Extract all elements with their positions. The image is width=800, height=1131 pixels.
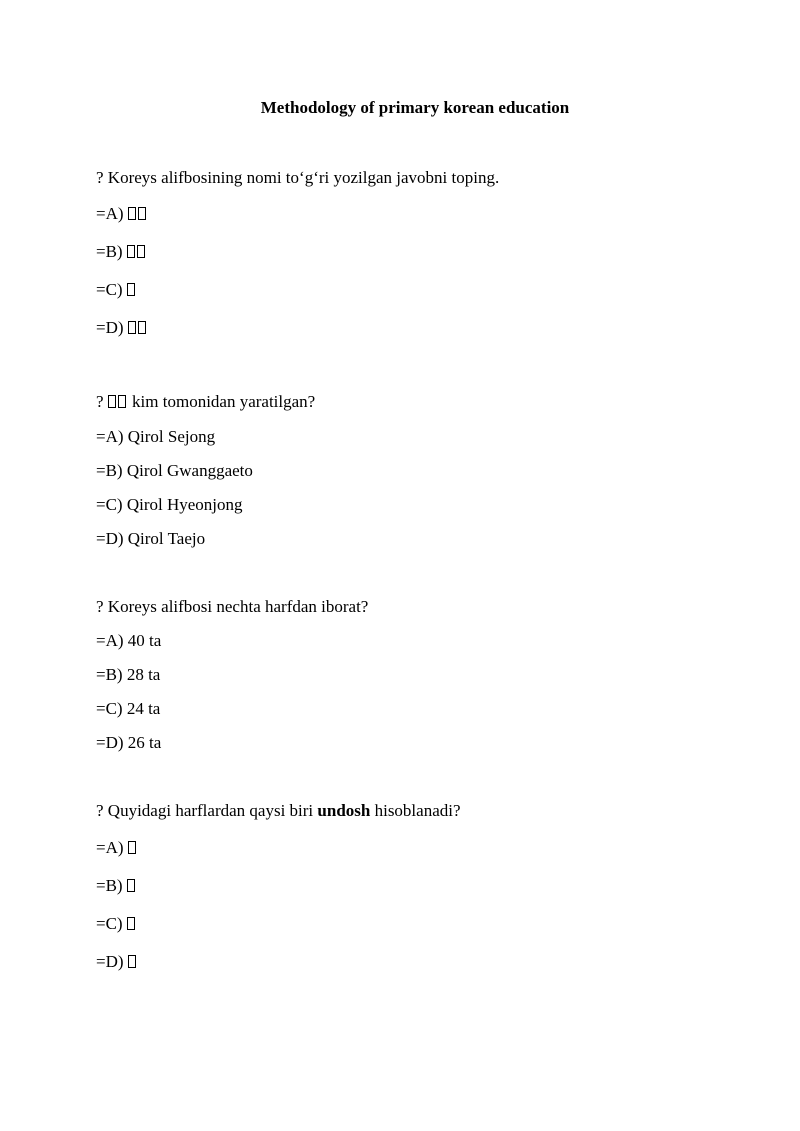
option-label: =C) bbox=[96, 280, 123, 299]
missing-glyph-icon bbox=[128, 321, 136, 334]
missing-glyph-icon bbox=[127, 283, 135, 296]
question-1-option-d bbox=[96, 316, 148, 340]
question-4-option-b bbox=[96, 874, 137, 898]
question-4-option-d bbox=[96, 950, 138, 974]
question-3-option-a: =A) 40 ta bbox=[96, 631, 162, 650]
missing-glyph-icon bbox=[127, 879, 135, 892]
prompt-text: kim tomonidan yaratilgan? bbox=[132, 392, 316, 411]
prompt-text-before: ? Quyidagi harflardan qaysi biri bbox=[96, 801, 318, 820]
option-label: =A) bbox=[96, 838, 124, 857]
question-3-prompt: ? Koreys alifbosi nechta harfdan iborat? bbox=[96, 597, 369, 616]
prompt-text-after: hisoblanadi? bbox=[370, 801, 461, 820]
question-4-prompt bbox=[96, 799, 461, 823]
question-1-prompt: ? Koreys alifbosining nomi to‘g‘ri yozilgan javobni toping. bbox=[96, 168, 500, 187]
option-label: =B) bbox=[96, 242, 123, 261]
question-2-option-b: =B) Qirol Gwanggaeto bbox=[96, 461, 253, 480]
question-2-option-c: =C) Qirol Hyeonjong bbox=[96, 495, 243, 514]
option-label: =D) bbox=[96, 952, 124, 971]
missing-glyph-icon bbox=[118, 395, 126, 408]
question-3-option-d: =D) 26 ta bbox=[96, 733, 162, 752]
prompt-emphasis: undosh bbox=[317, 801, 371, 820]
question-1-option-c bbox=[96, 278, 137, 302]
missing-glyph-icon bbox=[138, 207, 146, 220]
question-mark: ? bbox=[96, 392, 104, 411]
option-label: =D) bbox=[96, 318, 124, 337]
question-2-option-d: =D) Qirol Taejo bbox=[96, 529, 206, 548]
missing-glyph-icon bbox=[128, 955, 136, 968]
option-label: =B) bbox=[96, 876, 123, 895]
question-4-option-a bbox=[96, 836, 138, 860]
option-label: =C) bbox=[96, 914, 123, 933]
missing-glyph-icon bbox=[127, 917, 135, 930]
missing-glyph-icon bbox=[128, 841, 136, 854]
question-2-prompt bbox=[96, 390, 315, 414]
question-3-option-c: =C) 24 ta bbox=[96, 699, 161, 718]
missing-glyph-icon bbox=[127, 245, 135, 258]
option-label: =A) bbox=[96, 204, 124, 223]
question-3-option-b: =B) 28 ta bbox=[96, 665, 161, 684]
missing-glyph-icon bbox=[137, 245, 145, 258]
question-4-option-c bbox=[96, 912, 137, 936]
document-title: Methodology of primary korean education bbox=[260, 98, 570, 117]
question-2-option-a: =A) Qirol Sejong bbox=[96, 427, 216, 446]
missing-glyph-icon bbox=[108, 395, 116, 408]
question-1-option-b bbox=[96, 240, 147, 264]
missing-glyph-icon bbox=[138, 321, 146, 334]
question-1-option-a bbox=[96, 202, 148, 226]
missing-glyph-icon bbox=[128, 207, 136, 220]
